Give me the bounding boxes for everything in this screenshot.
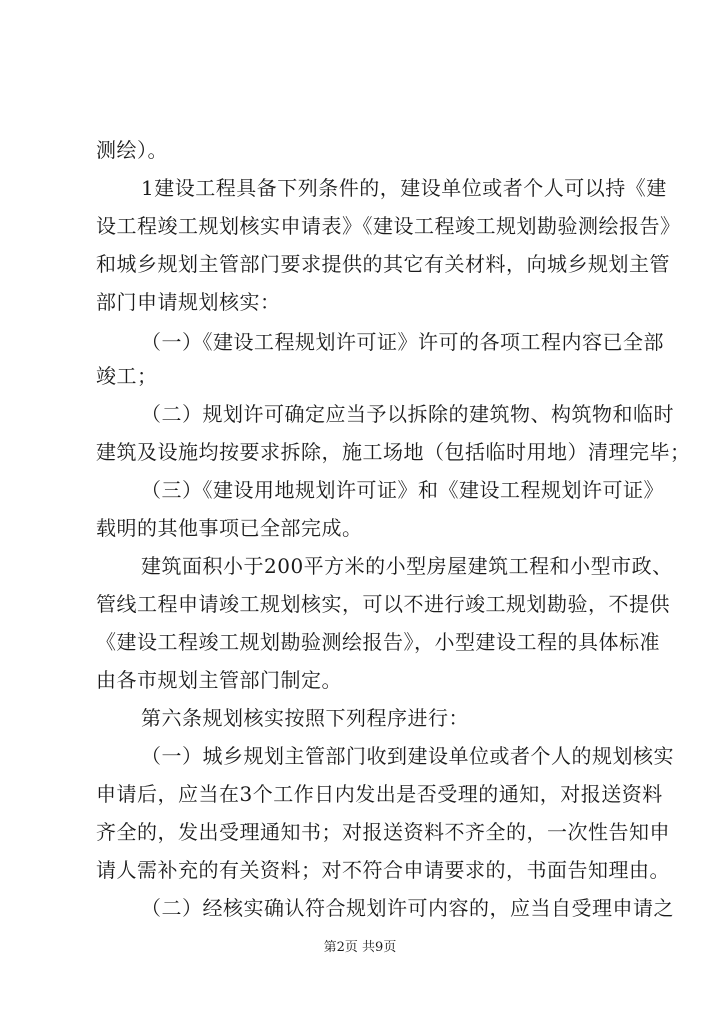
text-line: 管线工程申请竣工规划核实，可以不进行竣工规划勘验，不提供 bbox=[96, 592, 670, 616]
text-line: 竣工； bbox=[96, 364, 158, 388]
text-line: （一）《建设工程规划许可证》许可的各项工程内容已全部 bbox=[141, 330, 664, 354]
text-line: （二）规划许可确定应当予以拆除的建筑物、构筑物和临时 bbox=[141, 402, 674, 426]
text-line: 建筑面积小于200平方米的小型房屋建筑工程和小型市政、 bbox=[141, 554, 673, 578]
text-line: 部门申请规划核实： bbox=[96, 290, 281, 314]
text-line: 由各市规划主管部门制定。 bbox=[96, 668, 342, 692]
text-line: （三）《建设用地规划许可证》和《建设工程规划许可证》 bbox=[141, 478, 664, 502]
text-line: 设工程竣工规划核实申请表》《建设工程竣工规划勘验测绘报告》 bbox=[96, 214, 681, 238]
text-line: 请人需补充的有关资料；对不符合申请要求的，书面告知理由。 bbox=[96, 858, 670, 882]
text-line: 第六条规划核实按照下列程序进行： bbox=[141, 706, 469, 730]
text-line: 申请后，应当在3个工作日内发出是否受理的通知，对报送资料 bbox=[96, 782, 663, 806]
text-line: 建筑及设施均按要求拆除，施工场地（包括临时用地）清理完毕； bbox=[96, 440, 691, 464]
text-line: 《建设工程竣工规划勘验测绘报告》，小型建设工程的具体标准 bbox=[96, 630, 660, 654]
text-line: 和城乡规划主管部门要求提供的其它有关材料，向城乡规划主管 bbox=[96, 252, 670, 276]
text-line: 载明的其他事项已全部完成。 bbox=[96, 516, 363, 540]
text-line: （一）城乡规划主管部门收到建设单位或者个人的规划核实 bbox=[141, 744, 674, 768]
page-number-footer: 第2页 共9页 bbox=[323, 940, 397, 955]
text-line: 1建设工程具备下列条件的，建设单位或者个人可以持《建 bbox=[141, 176, 667, 200]
text-line: 齐全的，发出受理通知书；对报送资料不齐全的，一次性告知申 bbox=[96, 820, 670, 844]
text-line: （二）经核实确认符合规划许可内容的，应当自受理申请之 bbox=[141, 896, 674, 920]
text-line: 测绘）。 bbox=[96, 138, 168, 162]
